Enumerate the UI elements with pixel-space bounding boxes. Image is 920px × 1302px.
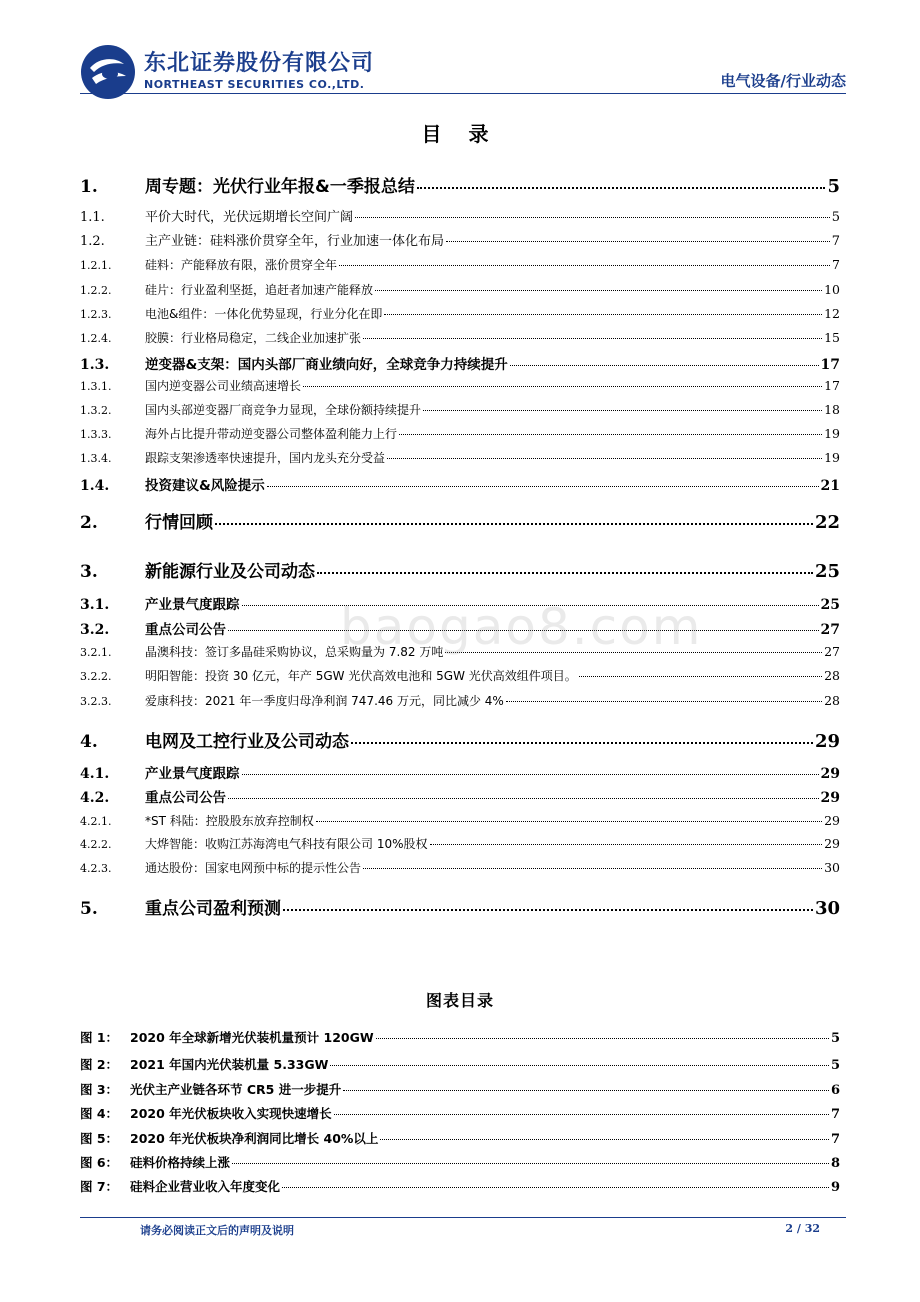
toc-entry-leader [316,820,822,822]
toc-entry-page: 21 [820,478,840,494]
figure-entry-number: 图 7： [80,1179,119,1194]
toc-entry-number: 4.1. [80,766,110,782]
toc-entry-title: 电池&组件：一体化优势显现，行业分化在即 [145,307,383,321]
toc-entry-leader [339,264,830,266]
figure-entry-page: 6 [830,1083,840,1098]
toc-entry[interactable] [80,449,840,466]
toc-entry-leader [399,433,822,435]
toc-entry[interactable] [80,329,840,346]
toc-entry[interactable] [80,172,840,197]
toc-entry[interactable] [80,786,840,806]
figure-entry-title: 2020 年光伏板块净利润同比增长 40%以上 [130,1131,379,1146]
toc-entry-number: 3. [80,562,98,582]
figure-entry[interactable] [80,1055,840,1073]
toc-entry-leader [242,773,819,775]
toc-entry-page: 18 [824,402,840,417]
toc-entry-number: 1.2.3. [80,308,112,321]
toc-entry-page: 28 [824,693,840,708]
toc-entry-title: 硅片：行业盈利坚挺，追赶者加速产能释放 [145,283,374,297]
header-divider [80,93,846,94]
figure-entry-leader [380,1138,829,1140]
toc-entry-number: 4. [80,732,98,752]
page-header [80,38,846,96]
toc-entry-leader [355,216,830,218]
figure-entry-title: 硅料企业营业收入年度变化 [130,1179,281,1194]
toc-entry[interactable] [80,894,840,919]
toc-entry-number: 1.2.2. [80,284,112,297]
figure-entry-page: 8 [830,1156,840,1171]
page-number: 2 / 32 [785,1222,820,1235]
toc-entry-number: 5. [80,899,98,919]
figure-entry-number: 图 3： [80,1082,119,1097]
toc-entry-leader [317,571,813,574]
toc-entry-number: 1.2.4. [80,332,112,345]
toc-entry[interactable] [80,474,840,494]
toc-entry[interactable] [80,508,840,533]
figure-entry-title: 2020 年光伏板块收入实现快速增长 [130,1106,332,1121]
figure-entry-number: 图 2： [80,1057,119,1072]
figure-entry-leader [343,1089,829,1091]
toc-entry-page: 5 [831,210,840,225]
toc-entry-title: 晶澳科技：签订多晶硅采购协议，总采购量为 7.82 万吨 [145,645,444,659]
toc-entry-page: 7 [831,234,840,249]
toc-entry-leader [363,337,822,339]
figure-entry-title: 光伏主产业链各环节 CR5 进一步提升 [130,1082,342,1097]
figure-entry-leader [282,1186,829,1188]
figure-entry-title: 2020 年全球新增光伏装机量预计 120GW [130,1030,374,1045]
toc-entry-title: *ST 科陆：控股股东放弃控制权 [145,814,314,828]
figure-entry-page: 9 [830,1180,840,1195]
toc-entry-number: 4.2.2. [80,838,112,851]
toc-entry[interactable] [80,557,840,582]
toc-entry-number: 3.2.2. [80,670,112,683]
toc-entry-page: 30 [814,898,840,919]
toc-entry-page: 29 [824,813,840,828]
toc-entry-leader [423,409,822,411]
toc-entry-number: 1.3.2. [80,404,112,417]
figure-entry-leader [334,1113,829,1115]
toc-entry-number: 1.1. [80,210,105,225]
figure-entry-page: 5 [830,1058,840,1073]
toc-entry-leader [506,700,822,702]
toc-entry-title: 产业景气度跟踪 [145,766,240,782]
toc-entry-number: 4.2. [80,790,110,806]
figure-entry[interactable] [80,1153,840,1171]
figure-entry-leader [232,1162,829,1164]
toc-entry[interactable] [80,230,840,249]
toc-entry-leader [510,364,819,366]
figure-entry-title: 2021 年国内光伏装机量 5.33GW [130,1057,329,1072]
toc-entry-title: 重点公司盈利预测 [145,899,281,919]
toc-entry-title: 国内头部逆变器厂商竞争力显现，全球份额持续提升 [145,403,422,417]
toc-entry-leader [228,797,819,799]
toc-entry-title: 投资建议&风险提示 [145,478,265,494]
figure-entry-number: 图 4： [80,1106,119,1121]
toc-entry-title: 逆变器&支架：国内头部厂商业绩向好，全球竞争力持续提升 [145,357,508,373]
toc-entry[interactable] [80,692,840,709]
figure-entry[interactable] [80,1080,840,1098]
toc-entry-title: 国内逆变器公司业绩高速增长 [145,379,302,393]
toc-entry[interactable] [80,667,840,684]
footer-divider [80,1217,846,1218]
toc-entry[interactable] [80,727,840,752]
toc-entry-leader [384,313,822,315]
figure-entry-page: 7 [830,1107,840,1122]
toc-entry-number: 1.4. [80,478,110,494]
toc-entry-title: 硅料：产能释放有限，涨价贯穿全年 [145,258,338,272]
toc-entry-page: 28 [824,668,840,683]
toc-entry[interactable] [80,377,840,394]
figure-entry-title: 硅料价格持续上涨 [130,1155,231,1170]
toc-entry-page: 27 [824,644,840,659]
toc-entry-number: 3.2.1. [80,646,112,659]
toc-entry[interactable] [80,353,840,373]
toc-entry-page: 10 [824,282,840,297]
toc-entry-page: 15 [824,330,840,345]
toc-entry-title: 胶膜：行业格局稳定，二线企业加速扩张 [145,331,362,345]
toc-entry-page: 17 [824,378,840,393]
toc-entry-number: 3.2. [80,622,110,638]
toc-entry-page: 7 [832,257,840,272]
toc-entry-title: 电网及工控行业及公司动态 [145,732,349,752]
toc-entry-page: 25 [814,561,840,582]
toc-entry-title: 跟踪支架渗透率快速提升，国内龙头充分受益 [145,451,386,465]
toc-entry-leader [283,908,813,911]
toc-entry[interactable] [80,281,840,298]
toc-entry-title: 行情回顾 [145,513,213,533]
toc-entry-number: 1.3.4. [80,452,112,465]
toc-entry-page: 5 [827,176,840,197]
toc-entry-title: 爱康科技：2021 年一季度归母净利润 747.46 万元，同比减少 4% [145,694,504,708]
toc-entry-page: 25 [820,597,840,613]
toc-entry-page: 19 [824,426,840,441]
toc-entry-number: 1. [80,177,98,197]
figure-entry[interactable] [80,1177,840,1195]
toc-entry-number: 3.1. [80,597,110,613]
figure-entry-page: 5 [830,1031,840,1046]
toc-entry-leader [267,485,819,487]
company-name-en: NORTHEAST SECURITIES CO.,LTD. [144,78,365,91]
toc-entry-page: 22 [814,512,840,533]
figure-entry-leader [376,1037,829,1039]
watermark: baogao8.com [340,598,703,656]
toc-entry-number: 3.2.3. [80,695,112,708]
toc-entry-title: 周专题：光伏行业年报&一季报总结 [145,177,415,197]
toc-entry[interactable] [80,762,840,782]
report-type: 电气设备/行业动态 [720,72,846,90]
toc-entry-leader [430,843,823,845]
toc-entry[interactable] [80,206,840,225]
toc-entry[interactable] [80,835,840,852]
toc-entry-number: 1.2. [80,234,105,249]
toc-entry-number: 1.3.1. [80,380,112,393]
toc-entry-number: 1.2.1. [80,259,112,272]
toc-entry[interactable] [80,859,840,876]
toc-entry-page: 19 [824,450,840,465]
toc-entry-title: 产业景气度跟踪 [145,597,240,613]
toc-entry-leader [417,186,826,189]
toc-entry[interactable] [80,425,840,442]
toc-entry-page: 29 [824,836,840,851]
toc-entry-title: 重点公司公告 [145,790,226,806]
figure-entry-number: 图 1： [80,1030,119,1045]
toc-entry-title: 重点公司公告 [145,622,226,638]
toc-entry-leader [303,385,822,387]
figure-entry-number: 图 6： [80,1155,119,1170]
toc-entry-page: 27 [820,622,840,638]
toc-entry-number: 1.3. [80,357,110,373]
figure-entry[interactable] [80,1028,840,1046]
toc-entry[interactable] [80,256,840,273]
figure-entry[interactable] [80,1104,840,1122]
toc-entry-title: 平价大时代，光伏远期增长空间广阔 [145,210,354,225]
toc-entry-title: 明阳智能：投资 30 亿元，年产 5GW 光伏高效电池和 5GW 光伏高效组件项目。 [145,669,577,683]
toc-entry-number: 4.2.3. [80,862,112,875]
figure-entry[interactable] [80,1129,840,1147]
toc-entry-title: 海外占比提升带动逆变器公司整体盈利能力上行 [145,427,398,441]
toc-entry-page: 29 [814,731,840,752]
figure-entry-number: 图 5： [80,1131,119,1146]
toc-entry-leader [351,741,813,744]
toc-entry-number: 1.3.3. [80,428,112,441]
toc-entry[interactable] [80,401,840,418]
toc-entry-title: 大烨智能：收购江苏海湾电气科技有限公司 10%股权 [145,837,428,851]
toc-entry-leader [363,867,822,869]
figure-index-title: 图表目录 [425,991,494,1010]
figure-entry-leader [330,1064,829,1066]
company-name-cn: 东北证券股份有限公司 [144,51,375,76]
toc-entry-number: 2. [80,513,98,533]
toc-entry-title: 通达股份：国家电网预中标的提示性公告 [145,861,362,875]
toc-entry-leader [446,240,830,242]
toc-entry-leader [387,457,822,459]
toc-entry-leader [579,675,822,677]
figure-entry-page: 7 [830,1132,840,1147]
toc-entry-page: 30 [824,860,840,875]
toc-entry[interactable] [80,305,840,322]
toc-entry[interactable] [80,812,840,829]
toc-entry-page: 12 [824,306,840,321]
toc-entry-page: 17 [820,357,840,373]
toc-entry-page: 29 [820,766,840,782]
footer-disclaimer: 请务必阅读正文后的声明及说明 [140,1224,294,1237]
toc-title: 目 录 [421,122,499,146]
toc-entry-page: 29 [820,790,840,806]
toc-entry-leader [215,522,813,525]
toc-entry-title: 主产业链：硅料涨价贯穿全年，行业加速一体化布局 [145,234,445,249]
toc-entry-title: 新能源行业及公司动态 [145,562,315,582]
company-logo-icon [80,44,136,100]
toc-entry-leader [375,289,822,291]
toc-entry-number: 4.2.1. [80,815,112,828]
